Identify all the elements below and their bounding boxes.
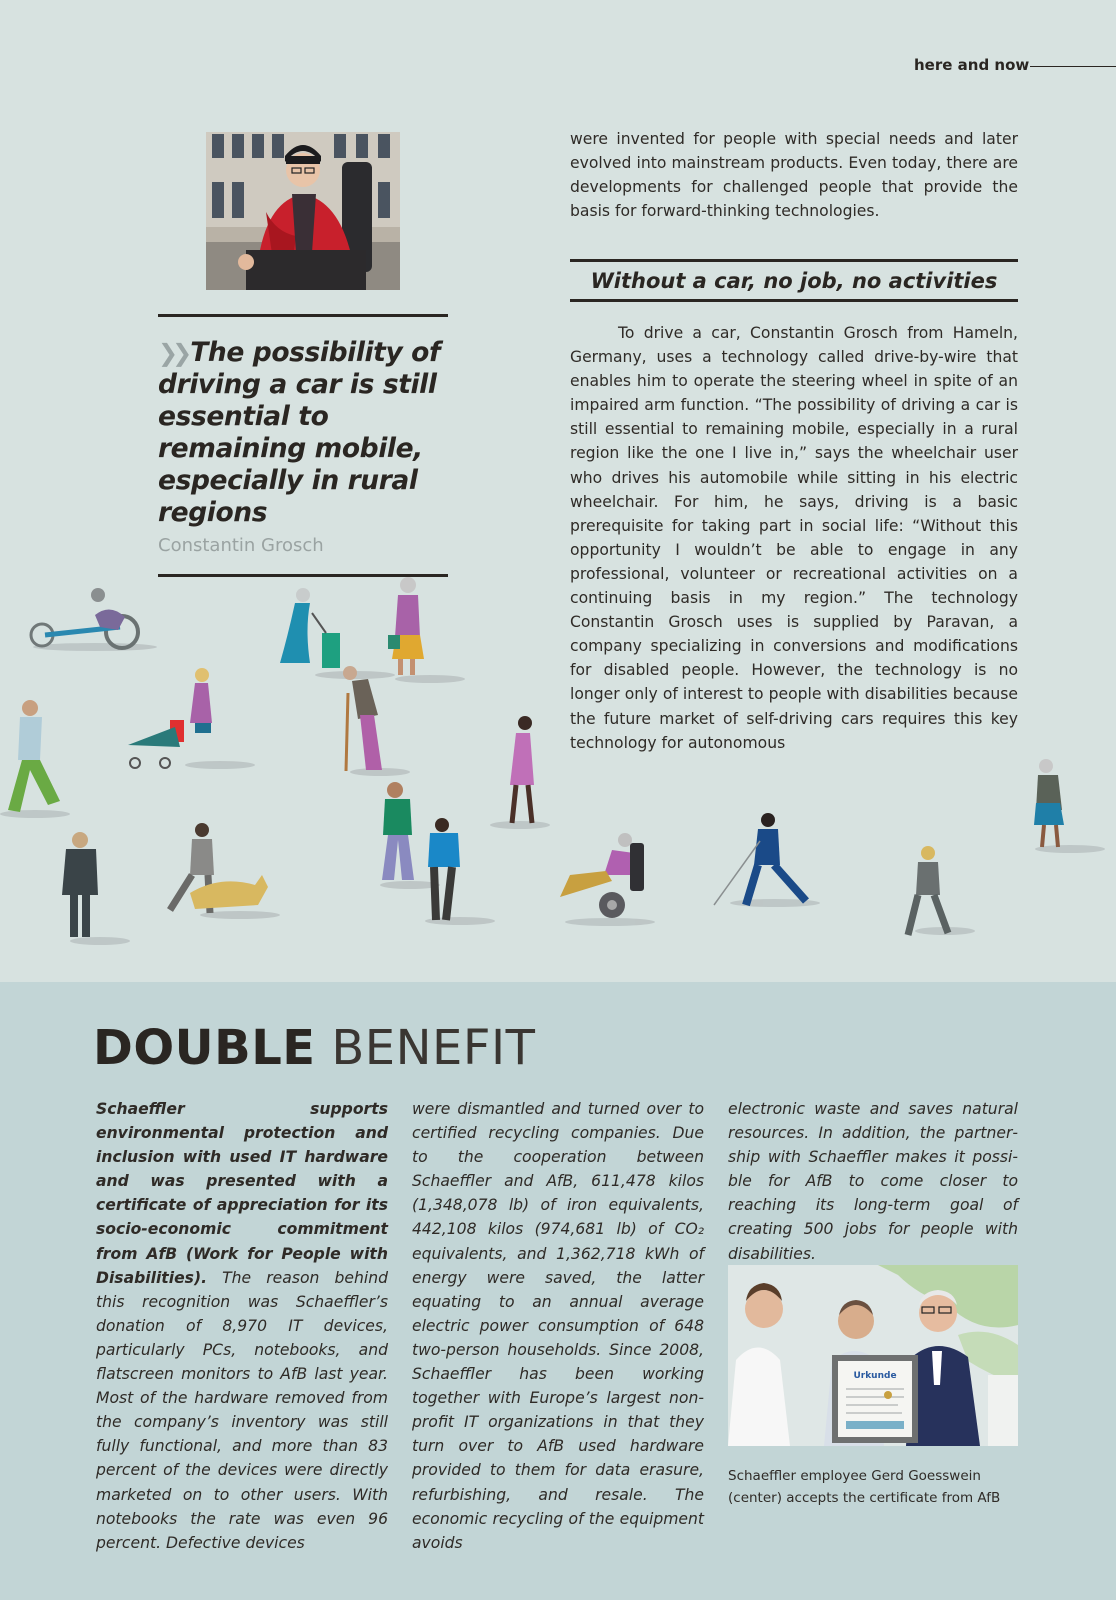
stroller-figure [128,668,212,768]
article-body-paragraph: To drive a car, Constantin Grosch from Hameln, Germany, uses a technology called drive-by-wire that enables him to operate the steering wheel in spite of an impaired arm function. “The possibility of driving a car is still essential to remaining mobile, especially in a rural region like the one I live in,” says the wheelchair user who drives his automobile while sitting in his electric wheelchair. For him, he says, driving is a basic prerequisite for taking part in social life: “Without this opportunity I wouldn’t be able to engage in any professional, volunteer or recreational activities on a continuing basis in my region.” The technology Constantin Grosch uses is supplied by Paravan, a company specializing in conversions and modifications for disabled people. However, the technology is no longer only of interest to people with disabilities because the future market of self-driving cars requires this key technology for autonomous [570,324,1018,752]
white-cane-figure [714,813,806,905]
subheading-box [570,259,1018,302]
grey-suit-figure [908,846,948,935]
handbike-figure [31,588,138,648]
photo-caption: Schaeffler employee Gerd Goesswein (center) accepts the certificate from AfB [728,1468,1001,1506]
certificate-photo [728,1265,1018,1446]
section-header: here and now [914,56,1030,74]
benefit-column-3: electronic waste and saves natural resources. In addition, the partnership with Schaeffler makes it possible for AfB to come closer to reaching its long-term goal of creating 500 jobs for people with disabilities. [728,1100,1018,1263]
quote-body: The possibility of driving a car is still essential to remaining mobile, especially in rural regions [158,337,441,528]
article-intro: were invented for people with special needs and later evolved into mainstream products. Even today, there are developments for challenged people that provide the basis for forward-thinking technologies. [570,130,1018,221]
benefit-lead: Schaeffler supports environmental protection and inclusion with used IT hardware and was presented with a certificate of appreciation for its socio-economic commitment from AfB (Work for People with Disabilities). [96,1100,388,1287]
pull-quote [158,314,448,577]
suit-man-figure [62,832,98,937]
cane-figure [343,666,382,771]
benefit-column-1 [96,1097,388,1555]
elderly-woman-figure [388,577,424,675]
walking-man-figure [8,700,60,812]
double-benefit-title [93,1020,535,1076]
quote-mark-icon: ❯❯ [158,339,187,367]
guide-dog-figure [170,823,268,913]
blue-jacket-figure [428,818,460,920]
benefit-col1-text: The reason behind this recognition was Schaeffler’s donation of 8,970 IT devices, particularly PCs, notebooks, and flatscreen monitors to AfB last year. Most of the hardware removed from the company’s inventory was still fully functional, and more than 83 percent of the devices were directly marketed on to other users. With notebooks the rate was even 96 percent. Defective devices [96,1268,388,1552]
certificate-label: Urkunde [853,1371,897,1381]
quote-author: Constantin Grosch [158,535,324,556]
title-light-part: BENEFIT [331,1020,536,1076]
woman-dress-figure [510,716,534,823]
title-bold-part: DOUBLE [93,1020,316,1076]
pull-quote-text [158,337,448,529]
electric-wheelchair-figure [560,833,644,918]
people-illustration [0,575,1116,975]
walker-figure [280,588,340,668]
header-rule [1030,66,1116,67]
portrait-photo [206,132,400,290]
benefit-column-2: were dismantled and turned over to certified recycling companies. Due to the cooperation between Schaeffler and AfB, 611,478 kilos (1,348,078 lb) of iron equivalents, 442,108 kilos (974,681 lb) of CO₂ equivalents, and 1,362,718 kWh of energy were saved, the latter equating to an annual average electric power consumption of 648 two-person households. Since 2008, Schaeffler has been working together with Europe’s largest non-profit IT organizations in that they turn over to AfB used hardware provided to them for data erasure, refurbishing, and resale. The economic recycling of the equipment avoids [412,1100,704,1552]
elderly-right-figure [1034,759,1064,847]
phone-man-figure [382,782,414,880]
subheading: Without a car, no job, no activities [590,269,998,293]
